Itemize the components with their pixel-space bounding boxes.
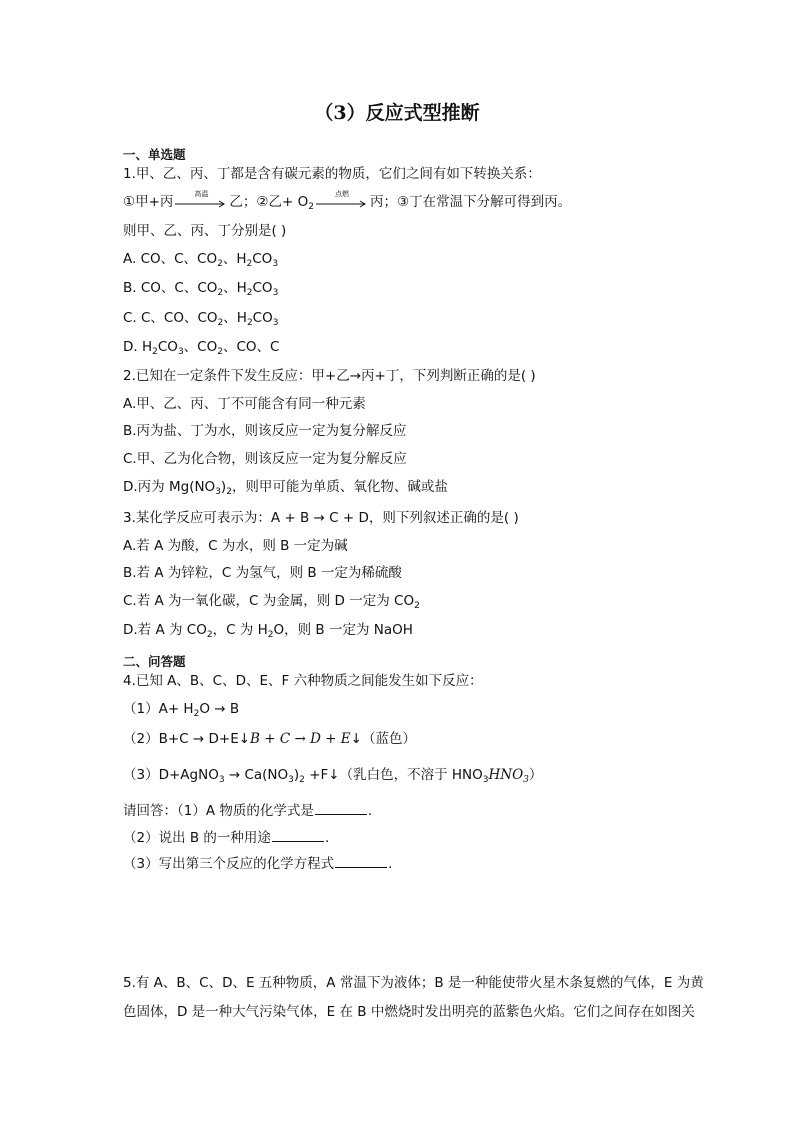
reaction-arrow-ignite: 点燃 [316,193,368,211]
arrow-icon [175,200,227,208]
q4-reaction-3: （3）D+AgNO$_3$ → $Ca(NO_3)_2$ +F↓（乳白色，不溶于 $HNO_3HNO_3$） [123,767,543,785]
q3-option-d[interactable]: D.若 A 为 $CO_2$，C 为 $H_2O$，则 B 一定为 NaOH [123,622,413,640]
q2-option-d[interactable]: D.丙为 $Mg(NO_3)_2$，则甲可能为单质、氧化物、碱或盐 [123,479,448,497]
q4-reaction-2: （2）B+C → D+E↓B + C → D + E↓（蓝色） [123,731,416,747]
answer-blank-3[interactable] [335,853,387,868]
q4-stem: 4.已知 A、B、C、D、E、F 六种物质之间能发生如下反应： [123,673,483,689]
q3-option-a[interactable]: A.若 A 为酸，C 为水，则 B 一定为碱 [123,538,348,554]
q4-ask-1: 请回答：（1）A 物质的化学式是 . [123,800,372,820]
q4-ask-3: （3）写出第三个反应的化学方程式 . [123,853,392,873]
q3-option-b[interactable]: B.若 A 为锌粒，C 为氢气，则 B 一定为稀硫酸 [123,565,402,581]
q1-option-d[interactable]: D. $H_2CO_3$、$CO_2$、CO、C [123,339,280,357]
q2-option-c[interactable]: C.甲、乙为化合物，则该反应一定为复分解反应 [123,451,407,467]
arrow-icon [316,200,368,208]
q1-option-b[interactable]: B. CO、C、$CO_2$、$H_2CO_3$ [123,280,279,298]
q2-option-a[interactable]: A.甲、乙、丙、丁不可能含有同一种元素 [123,396,366,412]
q1-ask: 则甲、乙、丙、丁分别是( ) [123,223,287,239]
page-title: （3）反应式型推断 [314,102,480,124]
q5-line-1: 5.有 A、B、C、D、E 五种物质，A 常温下为液体；B 是一种能使带火星木条复燃的气体，E 为黄 [123,975,704,991]
q3-option-c[interactable]: C.若 A 为一氧化碳，C 为金属，则 D 一定为 $CO_2$ [123,593,420,611]
q1-option-c[interactable]: C. C、CO、$CO_2$、$H_2CO_3$ [123,310,279,328]
q1-option-a[interactable]: A. CO、C、$CO_2$、$H_2CO_3$ [123,251,279,269]
q2-stem: 2.已知在一定条件下发生反应：甲+乙→丙+丁，下列判断正确的是( ) [123,368,536,384]
section-single-choice: 一、单选题 [123,147,186,162]
q4-reaction-1: $(1)A+ H_2O \to B$ [123,701,240,719]
section-qa: 二、问答题 [123,654,186,669]
q5-line-2: 色固体，D 是一种大气污染气体，E 在 B 中燃烧时发出明亮的蓝紫色火焰。它们之间存在如图关 [123,1004,695,1020]
q3-stem: 3.某化学反应可表示为：A + B → C + D，则下列叙述正确的是( ) [123,510,519,526]
answer-blank-2[interactable] [272,827,324,842]
answer-blank-1[interactable] [315,800,367,815]
q1-reactions: ①甲+丙 高温 乙；②乙+ $O_2$ 点燃 丙；③丁在常温下分解可得到丙。 [123,190,572,212]
q2-option-b[interactable]: B.丙为盐、丁为水，则该反应一定为复分解反应 [123,423,407,439]
q1-stem: 1.甲、乙、丙、丁都是含有碳元素的物质，它们之间有如下转换关系： [123,166,541,182]
reaction-arrow-high-temp: 高温 [175,193,227,211]
q4-ask-2: （2）说出 B 的一种用途 . [123,827,329,847]
